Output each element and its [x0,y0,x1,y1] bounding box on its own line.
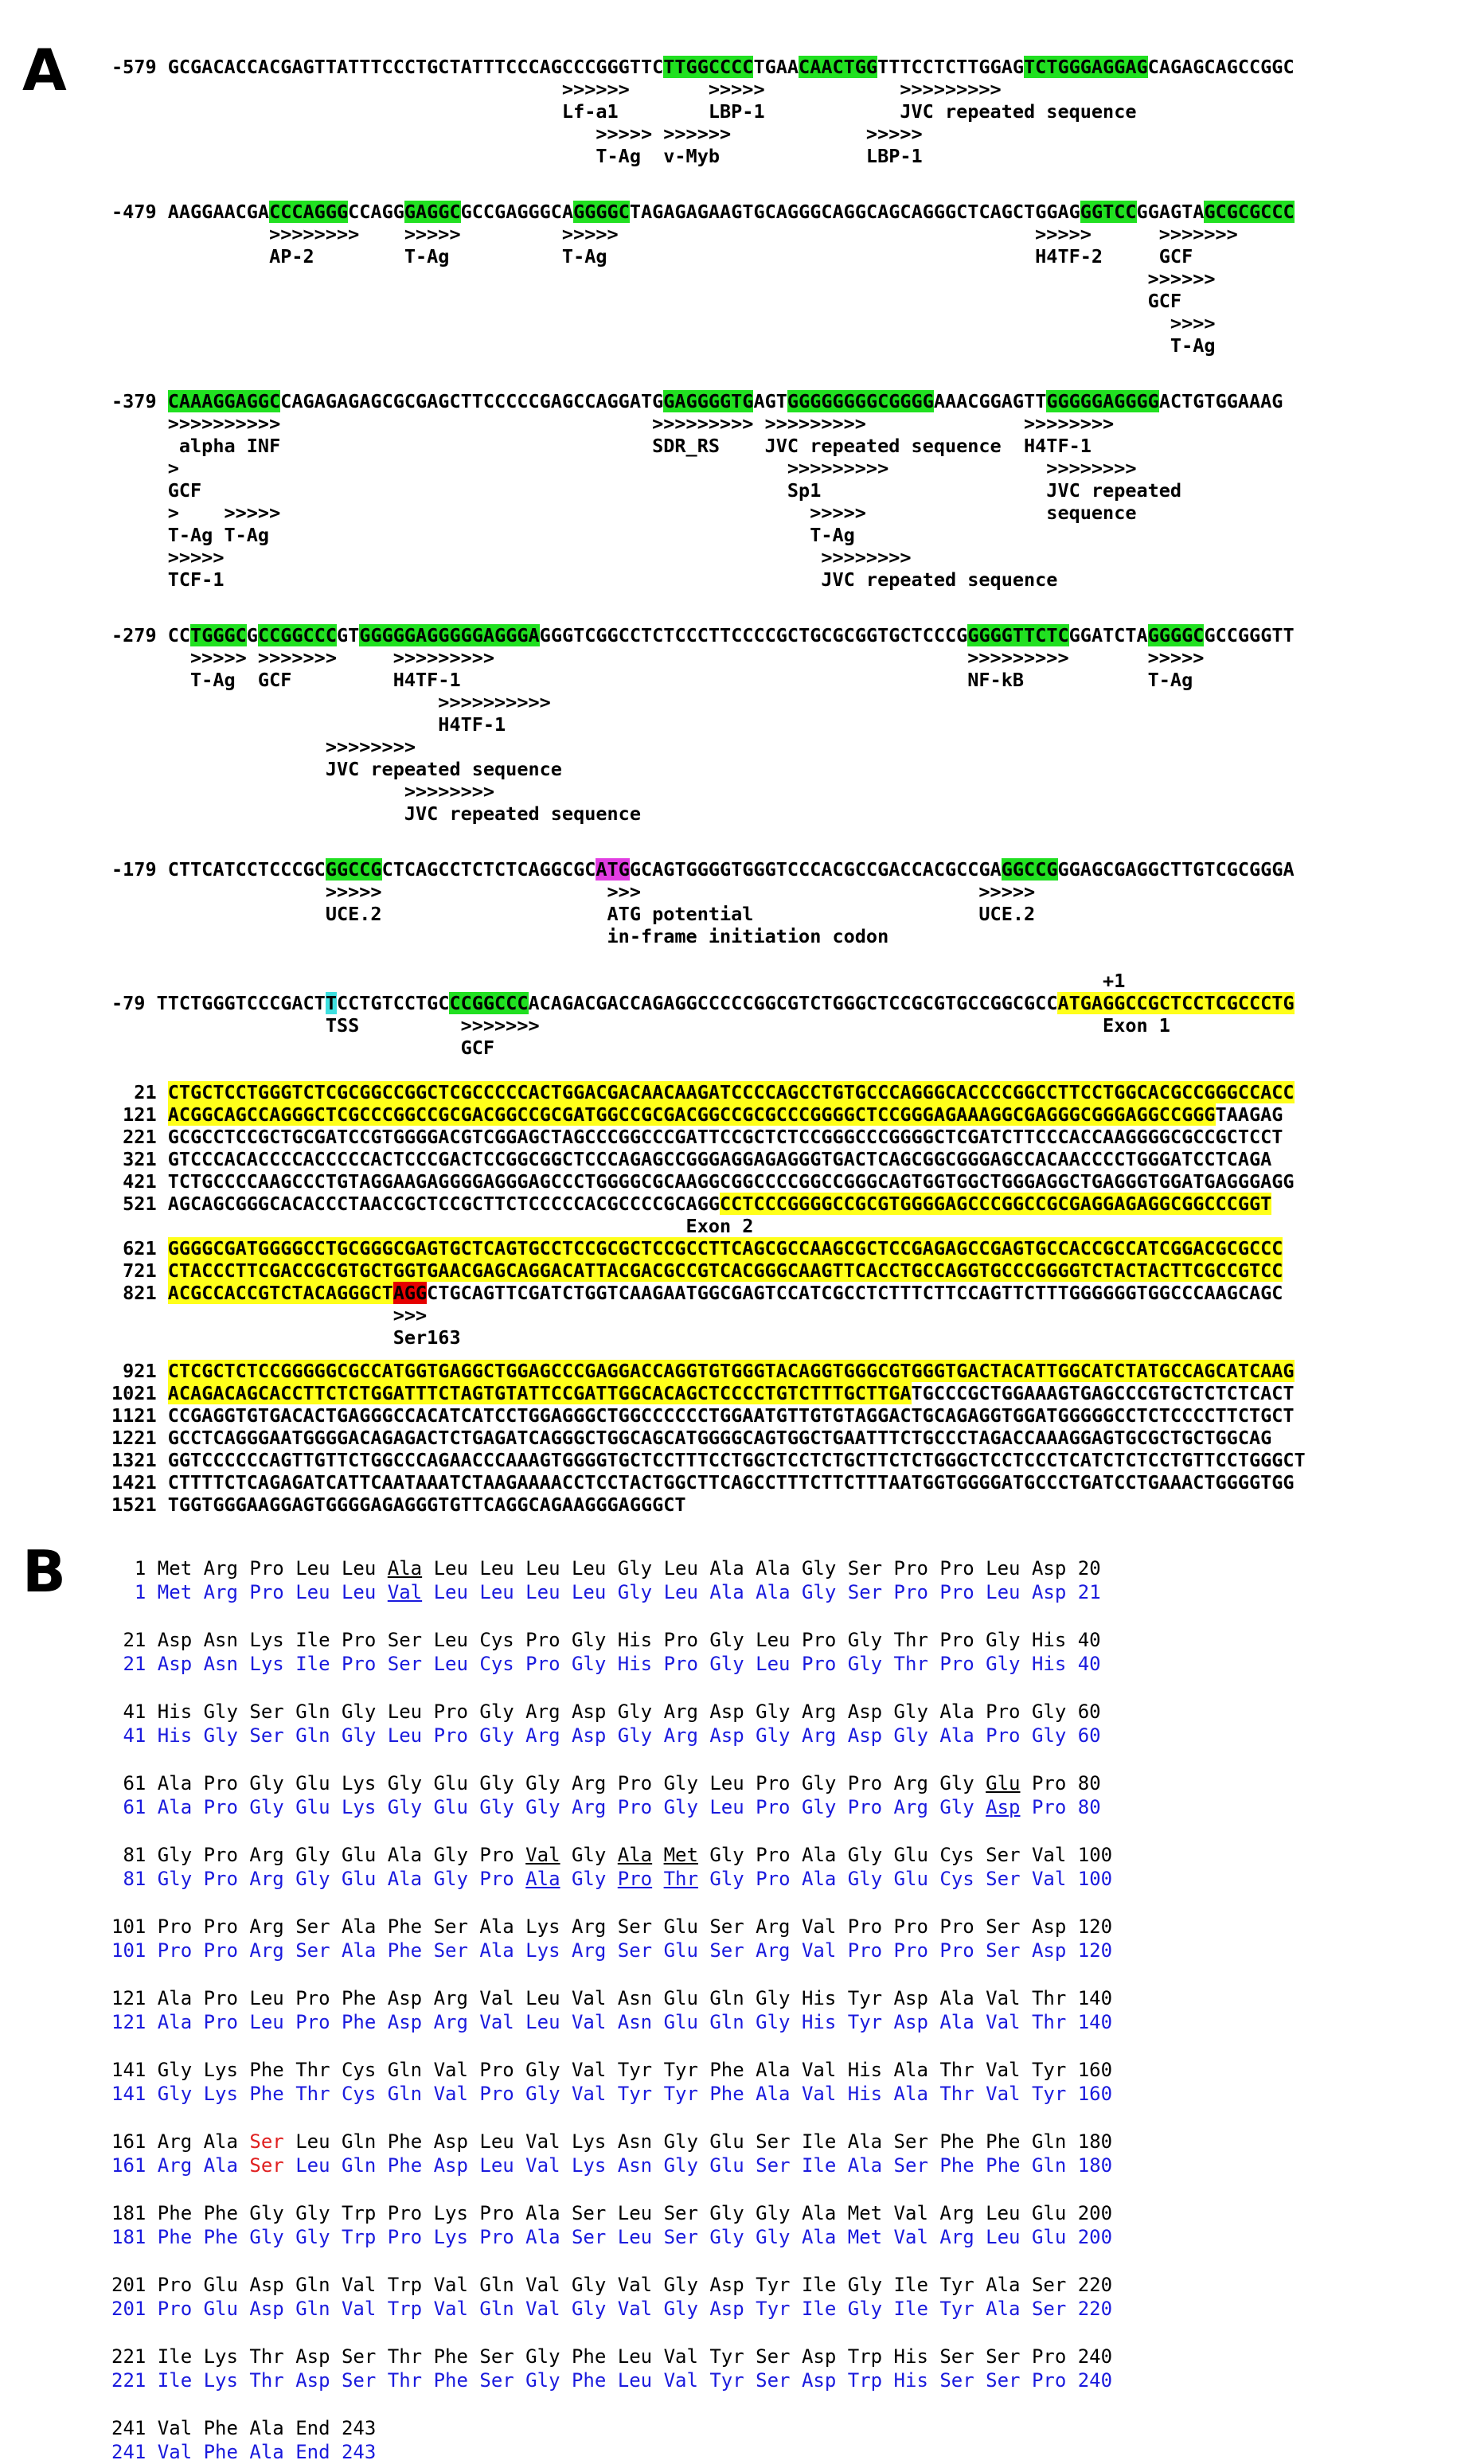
highlighted-motif: CTCGCTCTCCGGGGGCGCCATGGTGAGGCTGGAGCCCGAGGACCAGGTGTGGGTACAGGTGGGCGTGGGTGACTACATTGGCATCTATGCCAGCATCAAG [167,1360,1295,1382]
sequence-text: CCTGTCCTGC [336,992,450,1014]
sequence-line [111,1494,686,1516]
amino-acid-text: 141 Gly Lys Phe Thr Cys Gln Val Pro Gly Val Tyr Tyr Phe Ala Val His Ala Thr Val Tyr 160 [111,2083,1113,2105]
sequence-text: TGAA [753,56,799,78]
sequence-line [111,1014,1170,1037]
sequence-text: TTTCCTCTTGGAG [877,56,1025,78]
sequence-line [111,1427,1271,1449]
alignment-row [111,2440,376,2464]
amino-acid-text: Ala [617,1844,653,1866]
highlighted-motif: GGGGGGGGCGGGG [787,390,934,412]
sequence-text: >>>>>>>> [111,736,416,758]
sequence-line [111,758,562,780]
sequence-line [111,691,551,713]
sequence-text: 721 [111,1259,168,1282]
sequence-line [111,736,416,758]
sequence-text: >>>>>> >>>>> >>>>>>>>> [111,78,1002,100]
amino-acid-text: Leu Gln Phe Asp Leu Val Lys Asn Gly Glu Ser Ile Ala Ser Phe Phe Gln 180 [283,2130,1113,2153]
sequence-line [111,1081,1295,1103]
sequence-text: GGGTCGGCCTCTCCCTTCCCCGCTGCGCGGTGCTCCCG [539,624,968,646]
amino-acid-text: Leu Gln Phe Asp Leu Val Lys Asn Gly Glu Ser Ile Ala Ser Phe Phe Gln 180 [283,2154,1113,2177]
highlighted-motif: GAGGC [404,201,461,223]
sequence-line [111,479,1181,502]
amino-acid-text: 241 Val Phe Ala End 243 [111,2441,377,2463]
sequence-text: TGCCCGCTGGAAAGTGAGCCCGTGCTCTCTCACT [911,1382,1295,1404]
sequence-text: AP-2 T-Ag T-Ag H4TF-2 GCF [111,245,1193,267]
sequence-text: TAAGAG [1215,1103,1283,1126]
sequence-text: -579 GCGACACCACGAGTTATTTCCCTGCTATTTCCCAGCCCGGGTTC [111,56,664,78]
alignment-row [111,1580,1101,1604]
sequence-text: -279 CC [111,624,191,646]
alignment-row [111,1556,1101,1580]
sequence-text: >>>>> >>>>>> >>>>> [111,123,923,145]
amino-acid-text: Pro 80 [1020,1796,1101,1818]
alignment-row [111,2201,1112,2225]
sequence-text: GCF [111,290,1182,312]
alignment-row [111,1628,1101,1652]
amino-acid-text: 181 Phe Phe Gly Gly Trp Pro Lys Pro Ala Ser Leu Ser Gly Gly Ala Met Val Arg Leu Glu 200 [111,2226,1113,2248]
sequence-text: >>>>>>>>>> [111,691,551,713]
sequence-line [111,312,1216,334]
amino-acid-text: Ala [387,1557,423,1580]
sequence-line [111,1471,1295,1494]
sequence-line [111,1449,1306,1471]
sequence-line [111,457,1137,479]
sequence-line [111,1193,1271,1215]
alignment-row [111,2225,1112,2249]
sequence-text: 1021 [111,1382,168,1404]
sequence-line [111,925,888,947]
sequence-text: GGAGCGAGGCTTGTCGCGGGA [1057,858,1295,881]
sequence-line [111,546,912,568]
amino-acid-text: 221 Ile Lys Thr Asp Ser Thr Phe Ser Gly Phe Leu Val Tyr Ser Asp Trp His Ser Ser Pro 240 [111,2345,1113,2368]
amino-acid-text: 201 Pro Glu Asp Gln Val Trp Val Gln Val Gly Val Gly Asp Tyr Ile Gly Ile Tyr Ala Ser 220 [111,2298,1113,2320]
sequence-line [111,1382,1295,1404]
alignment-row [111,1771,1101,1795]
sequence-text: ACTGTGGAAAG [1158,390,1283,412]
alignment-row [111,1867,1112,1891]
amino-acid-text [652,1844,663,1866]
sequence-text: T-Ag T-Ag T-Ag [111,524,855,546]
amino-acid-text: 21 Asp Asn Lys Ile Pro Ser Leu Cys Pro Gly His Pro Gly Leu Pro Gly Thr Pro Gly His 40 [111,1653,1101,1675]
highlighted-motif: CCGGCCC [257,624,337,646]
sequence-text: GT [337,624,360,646]
sequence-line [111,1259,1283,1282]
amino-acid-text: 61 Ala Pro Gly Glu Lys Gly Glu Gly Gly Arg Pro Gly Leu Pro Gly Pro Arg Gly [111,1796,986,1818]
sequence-text: 121 [111,1103,168,1126]
sequence-line [111,56,1295,78]
amino-acid-text: 141 Gly Lys Phe Thr Cys Gln Val Pro Gly Val Tyr Tyr Phe Ala Val His Ala Thr Val Tyr 160 [111,2059,1113,2081]
highlighted-motif: ATGAGGCCGCTCCTCGCCCTG [1057,992,1295,1014]
amino-acid-text: Met [663,1844,698,1866]
amino-acid-text: 101 Pro Pro Arg Ser Ala Phe Ser Ala Lys Arg Ser Glu Ser Arg Val Pro Pro Pro Ser Asp 120 [111,1915,1113,1938]
sequence-line [111,713,506,736]
amino-acid-text: Thr [663,1868,698,1890]
sequence-line [111,1282,1283,1304]
sequence-line [111,78,1002,100]
alignment-row [111,2010,1112,2034]
sequence-text: -179 CTTCATCCTCCCGC [111,858,326,881]
amino-acid-text: 61 Ala Pro Gly Glu Lys Gly Glu Gly Gly Arg Pro Gly Leu Pro Gly Pro Arg Gly [111,1772,986,1794]
alignment-row [111,2368,1112,2392]
sequence-line [111,201,1295,223]
highlighted-motif: TCTGGGAGGAG [1024,56,1148,78]
sequence-line [111,290,1181,312]
sequence-text: TCF-1 JVC repeated sequence [111,568,1058,591]
alignment-row [111,1652,1101,1676]
sequence-line [111,267,1216,290]
highlighted-motif: GGGGC [573,201,630,223]
sequence-text: Lf-a1 LBP-1 JVC repeated sequence [111,100,1137,123]
sequence-text: GCCGAGGGCA [460,201,574,223]
sequence-line [111,1103,1283,1126]
sequence-line [111,1404,1295,1427]
sequence-text: >>>> [111,312,1216,334]
alignment-row [111,1700,1101,1724]
sequence-line [111,568,1057,591]
amino-acid-text: 41 His Gly Ser Gln Gly Leu Pro Gly Arg Asp Gly Arg Asp Gly Arg Asp Gly Ala Pro Gly 60 [111,1724,1101,1747]
sequence-text: 1421 CTTTTCTCAGAGATCATTCAATAAATCTAAGAAAACCTCCTACTGGCTTCAGCCTTTCTTCTTTAATGGTGGGGATGCCCTGATCCTGAAACTGGGGTGG [111,1471,1295,1494]
amino-acid-text: Gly Pro Ala Gly Glu Cys Ser Val 100 [697,1844,1113,1866]
sequence-text: 821 [111,1282,168,1304]
sequence-line [111,881,1035,903]
sequence-text: GCAGTGGGGTGGGTCCCACGCCGACCACGCCGA [629,858,1002,881]
highlighted-motif: GGGGGAGGGGGAGGGA [359,624,540,646]
sequence-text: T-Ag [111,334,1216,357]
sequence-text: > >>>>>>>>> >>>>>>>> [111,457,1137,479]
sequence-text: CTCAGCCTCTCTCAGGCGC [381,858,596,881]
alignment-row [111,2130,1112,2154]
sequence-text: 1521 TGGTGGGAAGGAGTGGGGAGAGGGTGTTCAGGCAGAAGGGAGGGCT [111,1494,686,1516]
alignment-row [111,2154,1112,2177]
amino-acid-text: 161 Arg Ala [111,2154,250,2177]
highlighted-motif: AGG [392,1282,428,1304]
alignment-row [111,2345,1112,2368]
amino-acid-text: 121 Ala Pro Leu Pro Phe Asp Arg Val Leu Val Asn Glu Gln Gly His Tyr Asp Ala Val Thr 140 [111,2011,1113,2033]
sequence-line [111,1126,1283,1148]
sequence-text: GGATCTA [1068,624,1148,646]
highlighted-motif: GGGGC [1147,624,1205,646]
sequence-text: 321 GTCCCACACCCCACCCCCACTCCCGACTCCGGCGGCTCCCAGAGCCGGGAGGAGAGGGTGACTCAGCGGCGGGAGCCACAACCCCTGGGATCCTCAGA [111,1148,1272,1170]
amino-acid-text: Gly [560,1868,618,1890]
highlighted-motif: GGGGCGATGGGGCCTGCGGGCGAGTGCTCAGTGCCTCCGCGCTCCGCCTTCAGCGCCAAGCGCTCCGAGAGCCGAGTGCCACCGCCATCGGACGCGCCC [167,1237,1283,1259]
sequence-line [111,903,1035,925]
sequence-text: CTGCAGTTCGATCTGGTCAAGAATGGCGAGTCCATCGCCTCTTTCTTCCAGTTCTTTGGGGGGTGGCCCAAGCAGC [427,1282,1283,1304]
sequence-text: 1121 CCGAGGTGTGACACTGAGGGCCACATCATCCTGGAGGGCTGGCCCCCCTGGAATGTTGTGTAGGACTGCAGAGGTGGATGGGGGCCTCTCCCCTTCTGCT [111,1404,1295,1427]
amino-acid-text: Glu [986,1772,1021,1794]
sequence-line [111,1237,1283,1259]
sequence-text: G [246,624,258,646]
sequence-line [111,524,855,546]
sequence-text: +1 [111,970,1126,992]
sequence-line [111,669,1193,691]
amino-acid-text: 181 Phe Phe Gly Gly Trp Pro Lys Pro Ala Ser Leu Ser Gly Gly Ala Met Val Arg Leu Glu 200 [111,2202,1113,2224]
sequence-text: 21 [111,1081,168,1103]
highlighted-motif: ACGGCAGCCAGGGCTCGCCCGGCCGCGACGGCCGCGATGGCCGCGACGGCCGCGCCCGGGGCTCCGGGAGAAAGGCGAGGGCGGGAGGCCGGG [167,1103,1216,1126]
alignment-row [111,1795,1101,1819]
sequence-text: T-Ag v-Myb LBP-1 [111,145,923,167]
highlighted-motif: TTGGCCCC [663,56,754,78]
sequence-line [111,1170,1295,1193]
amino-acid-text: Ser [249,2154,284,2177]
alignment-row [111,1915,1112,1939]
amino-acid-text: Gly Pro Ala Gly Glu Cys Ser Val 100 [697,1868,1113,1890]
sequence-text: 521 AGCAGCGGGCACACCCTAACCGCTCCGCTTCTCCCCCACGCCCCGCAGG [111,1193,721,1215]
sequence-text: >>> [111,1304,428,1326]
highlighted-motif: CTGCTCCTGGGTCTCGCGGCCGGCTCGCCCCCACTGGACGACAACAAGATCCCCAGCCTGTGCCCAGGGCACCCCGGCCTTCCTGGCACGCCGGGCCACC [167,1081,1295,1103]
alignment-row [111,2082,1112,2106]
alignment-row [111,2273,1112,2297]
amino-acid-text: Gly [560,1844,618,1866]
sequence-line [111,1148,1271,1170]
amino-acid-text: Leu Leu Leu Leu Gly Leu Ala Ala Gly Ser Pro Pro Leu Asp 20 [422,1557,1101,1580]
sequence-line [111,1304,427,1326]
alignment-row [111,2416,376,2440]
highlighted-motif: ATG [596,858,630,881]
amino-acid-text: 241 Val Phe Ala End 243 [111,2417,377,2439]
sequence-text: -479 AAGGAACGA [111,201,270,223]
amino-acid-text: 101 Pro Pro Arg Ser Ala Phe Ser Ala Lys Arg Ser Glu Ser Arg Val Pro Pro Pro Ser Asp 120 [111,1939,1113,1962]
highlighted-motif: GGCCG [1001,858,1058,881]
sequence-text: TAGAGAGAAGTGCAGGGCAGGCAGCAGGGCTCAGCTGGAG [629,201,1080,223]
highlighted-motif: ACAGACAGCACCTTCTCTGGATTTCTAGTGTATTCCGATTGGCACAGCTCCCCTGTCTTTGCTTGA [167,1382,912,1404]
sequence-line [111,780,494,802]
sequence-line [111,123,923,145]
sequence-line [111,992,1295,1014]
highlighted-motif: GGCCG [325,858,382,881]
sequence-line [111,390,1283,412]
sequence-text: 621 [111,1237,168,1259]
alignment-row [111,1986,1112,2010]
alignment-row [111,2058,1112,2082]
sequence-text: CAGAGCAGCCGGC [1147,56,1295,78]
highlighted-motif: CTACCCTTCGACCGCGTGCTGGTGAACGAGCAGGACATTACGACGCCGTCACGGGCAAGTTCACCTGCCAGGTGCCCGGGGTCTACTACTTCGCCGTCC [167,1259,1283,1282]
highlighted-motif: CCCAGGG [269,201,349,223]
sequence-line [111,435,1092,457]
highlighted-motif: GGGGGAGGGG [1046,390,1159,412]
sequence-text: JVC repeated sequence [111,758,562,780]
sequence-text: >>>>> >>>>>>>> [111,546,912,568]
sequence-text: CAGAGAGAGCGCGAGCTTCCCCCGAGCCAGGATG [280,390,664,412]
amino-acid-text: Val [525,1844,560,1866]
amino-acid-text: Asp [986,1796,1021,1818]
sequence-text: >>>>>> [111,267,1216,290]
amino-acid-text: Ala [525,1868,560,1890]
alignment-row [111,1724,1101,1747]
highlighted-motif: GGGGTTCTC [967,624,1069,646]
amino-acid-text: 1 Met Arg Pro Leu Leu [111,1557,388,1580]
sequence-text: CCAGG [348,201,404,223]
sequence-text: Exon 2 [111,1215,754,1237]
sequence-line [111,1360,1295,1382]
highlighted-motif: CCGGCCC [449,992,529,1014]
sequence-line [111,970,1125,992]
sequence-line [111,646,1204,669]
sequence-text: AGT [753,390,787,412]
highlighted-motif: T [325,992,337,1014]
amino-acid-text: 41 His Gly Ser Gln Gly Leu Pro Gly Arg Asp Gly Arg Asp Gly Arg Asp Gly Ala Pro Gly 60 [111,1701,1101,1723]
sequence-text: 921 [111,1360,168,1382]
sequence-text: >>>>>>>>>> >>>>>>>>> >>>>>>>>> >>>>>>>> [111,412,1115,435]
sequence-text: TSS >>>>>>> Exon 1 [111,1014,1170,1037]
sequence-text: 421 TCTGCCCCAAGCCCTGTAGGAAGAGGGGAGGGAGCCCTGGGGCGCAAGGCGGCCCCGGCCGGGCAGTGGTGGCTGGGAGGCTGAGGGTGGATGAGGGAGG [111,1170,1295,1193]
sequence-text: >>>>>>>> >>>>> >>>>> >>>>> >>>>>>> [111,223,1238,245]
sequence-text: alpha INF SDR_RS JVC repeated sequence H4TF-1 [111,435,1092,457]
sequence-text: -379 [111,390,168,412]
amino-acid-text: Ser [249,2130,284,2153]
sequence-line [111,145,923,167]
sequence-line [111,624,1295,646]
sequence-text: GGAGTA [1136,201,1205,223]
sequence-text: JVC repeated sequence [111,802,641,825]
sequence-text: AAACGGAGTT [933,390,1047,412]
sequence-line [111,412,1114,435]
amino-acid-text: Leu Leu Leu Leu Gly Leu Ala Ala Gly Ser Pro Pro Leu Asp 21 [422,1581,1101,1603]
alignment-row [111,1939,1112,1962]
amino-acid-text: 81 Gly Pro Arg Gly Glu Ala Gly Pro [111,1844,526,1866]
amino-acid-text: 81 Gly Pro Arg Gly Glu Ala Gly Pro [111,1868,526,1890]
sequence-text: H4TF-1 [111,713,506,736]
amino-acid-text: 1 Met Arg Pro Leu Leu [111,1581,388,1603]
sequence-line [111,1215,753,1237]
amino-acid-text [652,1868,663,1890]
highlighted-motif: CCTCCCGGGGCCGCGTGGGGAGCCCGGCCGCGAGGAGAGGCGGCCCGGT [720,1193,1272,1215]
sequence-text: Ser163 [111,1326,461,1349]
panel-b-label: B [22,1538,66,1605]
amino-acid-text: Pro 80 [1020,1772,1101,1794]
sequence-line [111,1037,494,1059]
sequence-line [111,1326,461,1349]
amino-acid-text: Val [387,1581,423,1603]
alignment-row [111,1843,1112,1867]
amino-acid-text: 121 Ala Pro Leu Pro Phe Asp Arg Val Leu Val Asn Glu Gln Gly His Tyr Asp Ala Val Thr 140 [111,1987,1113,2009]
highlighted-motif: GGTCC [1080,201,1137,223]
sequence-line [111,223,1238,245]
amino-acid-text: 221 Ile Lys Thr Asp Ser Thr Phe Ser Gly Phe Leu Val Tyr Ser Asp Trp His Ser Ser Pro 240 [111,2369,1113,2392]
sequence-text: GCF [111,1037,495,1059]
highlighted-motif: CAACTGG [799,56,878,78]
sequence-text: GCCGGGTT [1204,624,1295,646]
highlighted-motif: GCGCGCCC [1204,201,1295,223]
highlighted-motif: GAGGGGTG [663,390,754,412]
amino-acid-text: 161 Arg Ala [111,2130,250,2153]
sequence-text: ACAGACGACCAGAGGCCCCCGGCGTCTGGGCTCCGCGTGCCGGCGCC [528,992,1058,1014]
sequence-text: GCF Sp1 JVC repeated [111,479,1182,502]
sequence-text: 1221 GCCTCAGGGAATGGGGACAGAGACTCTGAGATCAGGGCTGGCAGCATGGGGCAGTGGCTGAATTTCTGCCCTAGACCAAAGGAGTGCGCTGCTGGCAG [111,1427,1272,1449]
sequence-text: >>>>> >>> >>>>> [111,881,1036,903]
sequence-line [111,245,1193,267]
amino-acid-text: 21 Asp Asn Lys Ile Pro Ser Leu Cys Pro Gly His Pro Gly Leu Pro Gly Thr Pro Gly His 40 [111,1629,1101,1651]
sequence-line [111,502,1137,524]
sequence-text: >>>>> >>>>>>> >>>>>>>>> >>>>>>>>> >>>>> [111,646,1205,669]
amino-acid-text: 201 Pro Glu Asp Gln Val Trp Val Gln Val Gly Val Gly Asp Tyr Ile Gly Ile Tyr Ala Ser 220 [111,2274,1113,2296]
sequence-text: >>>>>>>> [111,780,495,802]
sequence-line [111,858,1295,881]
sequence-text: -79 TTCTGGGTCCCGACT [111,992,326,1014]
alignment-row [111,2297,1112,2321]
sequence-text: UCE.2 ATG potential UCE.2 [111,903,1036,925]
amino-acid-text: Pro [617,1868,653,1890]
highlighted-motif: ACGCCACCGTCTACAGGGCT [167,1282,393,1304]
highlighted-motif: CAAAGGAGGC [167,390,281,412]
sequence-text: T-Ag GCF H4TF-1 NF-kB T-Ag [111,669,1193,691]
sequence-text: > >>>>> >>>>> sequence [111,502,1137,524]
highlighted-motif: TGGGC [190,624,247,646]
sequence-line [111,334,1216,357]
sequence-text: in-frame initiation codon [111,925,889,947]
panel-a-label: A [22,37,67,103]
sequence-text: 1321 GGTCCCCCCAGTTGTTCTGGCCCAGAACCCAAAGTGGGGTGCTCCTTTCCTGGCTCCTCTGCTTCTCTGGGCTCCTCCCTCATCTCTCCTGTTCCTGGGCT [111,1449,1306,1471]
sequence-line [111,802,641,825]
sequence-line [111,100,1137,123]
sequence-text: 221 GCGCCTCCGCTGCGATCCGTGGGGACGTCGGAGCTAGCCCGGCCCGATTCCGCTCTCCGGGCCCGGGGCTCGATCTTCCCACCAAGGGGCGCCGCTCCT [111,1126,1283,1148]
